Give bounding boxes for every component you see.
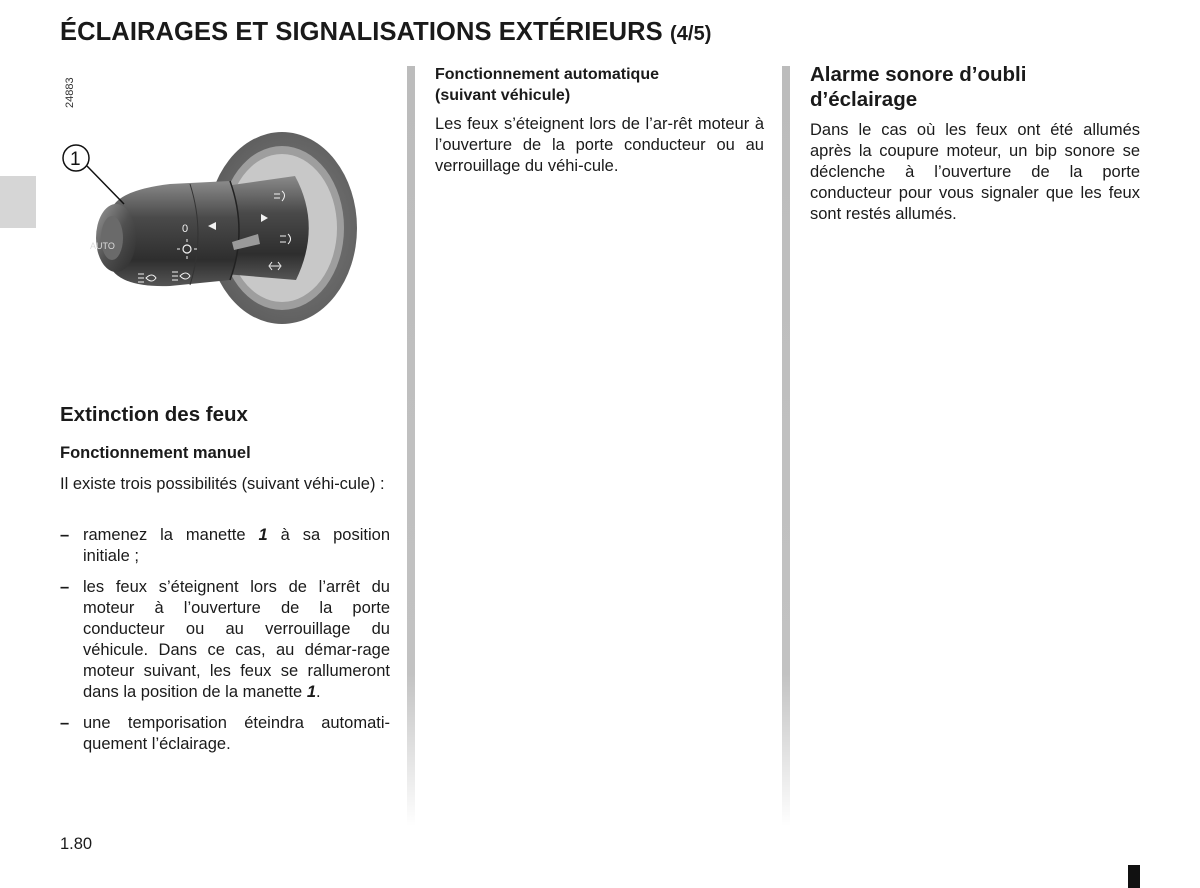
symbol-auto-label: AUTO bbox=[90, 241, 115, 251]
symbol-off-label: 0 bbox=[182, 223, 189, 235]
subsection-manual bbox=[60, 443, 390, 464]
callout-label: 1 bbox=[70, 149, 81, 170]
callout-leader bbox=[87, 166, 124, 204]
stalk-reference: 1 bbox=[258, 526, 268, 544]
manual-options-list bbox=[60, 525, 390, 755]
page-title bbox=[60, 18, 712, 47]
section-end-mark bbox=[1128, 865, 1140, 888]
list-item: – ramenez la manette 1 à sa position initiale ; bbox=[60, 526, 390, 565]
section-alarm bbox=[810, 62, 1140, 225]
page-title-part: (4/5) bbox=[669, 23, 712, 45]
heading-alarme-sonore: Alarme sonore d’oubli d’éclairage bbox=[810, 63, 1027, 111]
heading-extinction-des-feux: Extinction des feux bbox=[60, 403, 248, 426]
manual-options-block bbox=[60, 525, 390, 765]
alarm-text: Dans le cas où les feux ont été allumés après la coupure moteur, un bip sonore se déclenche à l’ouverture de la porte conducteur pour vous signaler que les feux sont restés allumés. bbox=[810, 121, 1140, 223]
column-divider-1 bbox=[407, 66, 415, 826]
column-divider-2 bbox=[782, 66, 790, 826]
page-number: 1.80 bbox=[60, 835, 93, 853]
section-side-tab bbox=[0, 176, 36, 228]
light-stalk-illustration bbox=[60, 66, 390, 366]
manual-intro-block bbox=[60, 474, 390, 495]
subheading-automatic: Fonctionnement automatique (suivant véhicule) bbox=[435, 66, 659, 104]
section-extinction-feux bbox=[60, 402, 390, 427]
manual-intro: Il existe trois possibilités (suivant véhi-cule) : bbox=[60, 475, 385, 493]
stalk-reference: 1 bbox=[306, 683, 317, 701]
page-title-text: ÉCLAIRAGES ET SIGNALISATIONS EXTÉRIEURS bbox=[60, 18, 663, 46]
subheading-manual: Fonctionnement manuel bbox=[60, 444, 251, 462]
section-automatic bbox=[435, 64, 764, 177]
figure-reference-number: 24883 bbox=[64, 77, 76, 108]
light-stalk-figure bbox=[60, 66, 390, 366]
list-item: – les feux s’éteignent lors de l’arrêt du moteur à l’ouverture de la porte conducteur ou au verrouillage du véhicule. Dans ce cas, au démar-rage moteur suivant, les feux se rallumeront dans la position de la manette 1. bbox=[60, 578, 390, 701]
list-item: – une temporisation éteindra automati-quement l’éclairage. bbox=[60, 714, 390, 753]
automatic-text: Les feux s’éteignent lors de l’ar-rêt moteur à l’ouverture de la porte conducteur ou au verrouillage du véhi-cule. bbox=[435, 115, 764, 175]
